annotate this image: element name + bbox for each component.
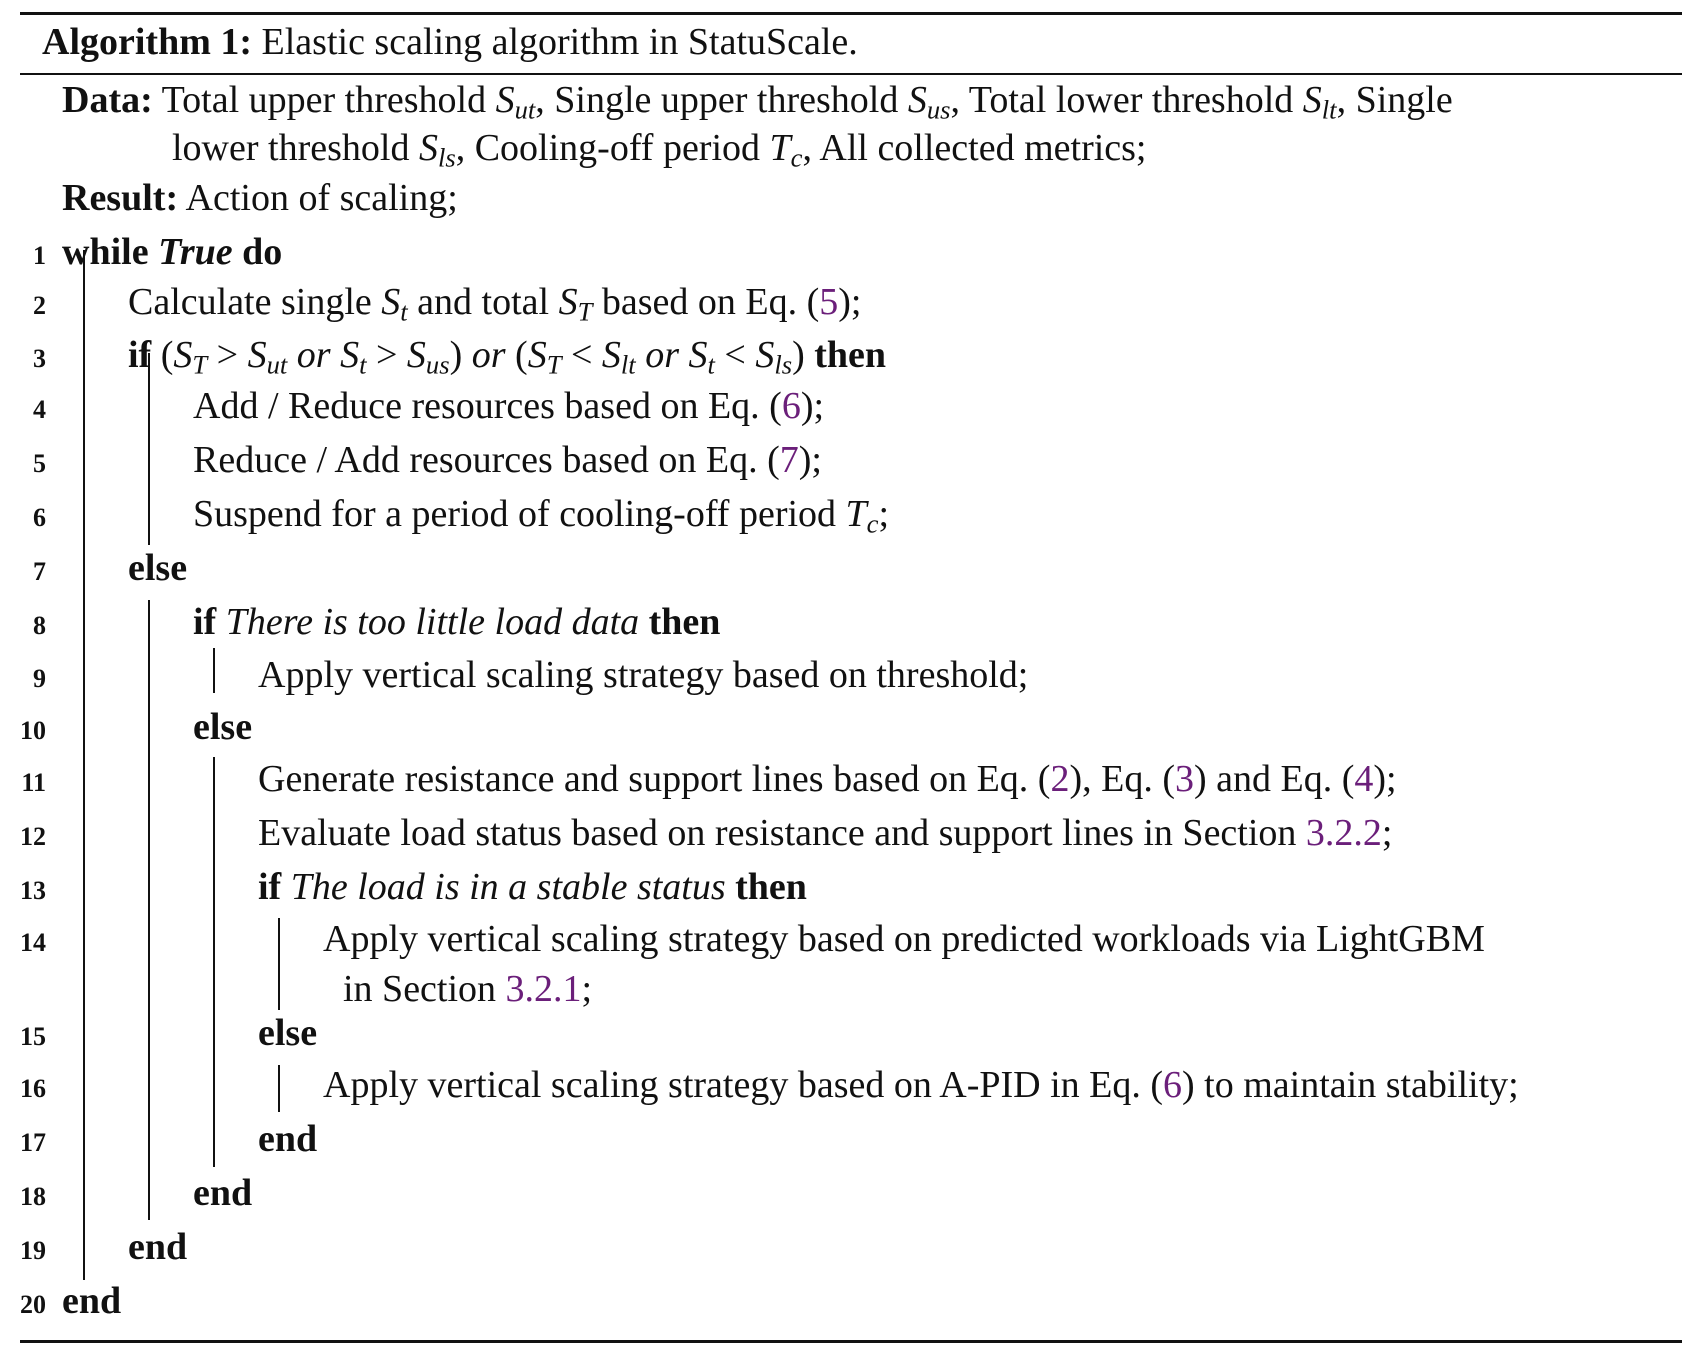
symbol-S: S: [907, 79, 927, 121]
keyword: or: [471, 334, 506, 376]
data-text: , Single upper threshold: [535, 79, 908, 121]
line-text: );: [798, 439, 822, 481]
symbol-S: S: [495, 79, 515, 121]
operator: <: [724, 334, 746, 376]
line-13-if: [258, 863, 807, 911]
line-text: Evaluate load status based on resistance and support lines in Section: [258, 812, 1306, 854]
line-10-else: [193, 703, 252, 751]
line-number: 9: [33, 664, 46, 693]
symbol-S: S: [688, 334, 708, 376]
result-line: [62, 174, 458, 222]
line-5: [193, 436, 822, 484]
data-text: Total upper threshold: [161, 79, 496, 121]
line-18-end: [193, 1169, 252, 1217]
symbol-S: S: [381, 281, 401, 323]
line-14a: [323, 915, 1485, 963]
data-text: lower threshold: [172, 127, 419, 169]
keyword: then: [648, 601, 721, 643]
line-text: in Section: [343, 968, 506, 1010]
subscript: lt: [1321, 94, 1337, 125]
keyword: end: [62, 1280, 122, 1322]
line-text: Apply vertical scaling strategy based on predicted workloads via LightGBM: [323, 918, 1485, 960]
symbol-S: S: [418, 127, 438, 169]
line-3-if: [128, 331, 886, 379]
paren: (: [515, 334, 528, 376]
line-text: ) and Eq. (: [1193, 758, 1355, 800]
bottom-rule: [20, 1340, 1682, 1343]
line-text: Calculate single: [128, 281, 382, 323]
line-number: 4: [33, 395, 46, 424]
subscript: c: [790, 142, 803, 173]
keyword: if: [258, 866, 282, 908]
while-block-bar: [83, 250, 85, 1280]
line-number: 10: [20, 716, 46, 745]
keyword: then: [814, 334, 887, 376]
paren: ): [449, 334, 472, 376]
line-number: 17: [20, 1128, 46, 1157]
line-number: 13: [20, 876, 46, 905]
keyword: then: [735, 866, 807, 908]
line-text: );: [1373, 758, 1397, 800]
subscript: t: [400, 296, 408, 327]
caption-label: Algorithm 1:: [42, 21, 253, 63]
keyword: True: [158, 231, 233, 273]
line-number: 14: [20, 928, 46, 957]
subscript: ls: [437, 142, 456, 173]
line-number: 5: [33, 449, 46, 478]
line-number: 8: [33, 611, 46, 640]
caption-text: Elastic scaling algorithm in StatuScale.: [261, 21, 858, 63]
line-2: [128, 278, 861, 326]
top-rule: [20, 12, 1682, 15]
keyword: else: [258, 1012, 318, 1054]
line-14b: [343, 965, 592, 1013]
keyword: end: [193, 1172, 253, 1214]
subscript: ut: [266, 349, 288, 380]
subscript: c: [866, 508, 879, 539]
algorithm-caption: [42, 18, 858, 66]
line-number: 7: [33, 557, 46, 586]
keyword: else: [128, 547, 188, 589]
line-6: [193, 490, 889, 538]
equation-ref-link[interactable]: 3: [1174, 758, 1194, 800]
symbol-S: S: [340, 334, 360, 376]
keyword: end: [258, 1118, 318, 1160]
section-ref-link[interactable]: 3.2.1: [505, 968, 582, 1010]
line-20-end: [62, 1277, 121, 1325]
line-text: Apply vertical scaling strategy based on A-PID in Eq. (: [323, 1064, 1164, 1106]
keyword: while: [62, 231, 149, 273]
line-text: ;: [1381, 812, 1393, 854]
keyword: or: [296, 334, 331, 376]
line-text: and total: [407, 281, 559, 323]
keyword: do: [242, 231, 283, 273]
line-number: 12: [20, 822, 46, 851]
line-number: 1: [33, 241, 46, 270]
symbol-S: S: [406, 334, 426, 376]
data-line-1: [62, 76, 1453, 124]
line-16: [323, 1061, 1519, 1109]
symbol-S: S: [558, 281, 578, 323]
subscript: t: [707, 349, 715, 380]
section-ref-link[interactable]: 3.2.2: [1305, 812, 1382, 854]
inner-if-block-bar: [213, 648, 215, 693]
subscript: t: [359, 349, 367, 380]
symbol-S: S: [527, 334, 547, 376]
line-text: ) to maintain stability;: [1182, 1064, 1519, 1106]
equation-ref-link[interactable]: 6: [1163, 1064, 1183, 1106]
line-9: [258, 651, 1028, 699]
line-15-else: [258, 1009, 317, 1057]
subscript: lt: [620, 349, 636, 380]
subscript: us: [425, 349, 450, 380]
line-number: 3: [33, 344, 46, 373]
data-text: , All collected metrics;: [802, 127, 1147, 169]
keyword: if: [128, 334, 152, 376]
symbol-T: T: [769, 127, 791, 169]
line-8-if: [193, 598, 720, 646]
line-number: 18: [20, 1182, 46, 1211]
subscript: ut: [514, 94, 536, 125]
paren: ): [792, 334, 805, 376]
paren: (: [160, 334, 174, 376]
line-text: );: [800, 385, 825, 427]
equation-ref-link[interactable]: 6: [781, 385, 801, 427]
line-17-end: [258, 1115, 317, 1163]
operator: <: [570, 334, 593, 376]
subscript: T: [546, 349, 562, 380]
data-text: , Total lower threshold: [950, 79, 1303, 121]
symbol-S: S: [247, 334, 267, 376]
if-block-bar: [148, 353, 150, 545]
data-label: Data:: [62, 79, 153, 121]
condition: The load is in a stable status: [290, 866, 726, 908]
line-number: 16: [20, 1074, 46, 1103]
data-line-2: [172, 124, 1147, 172]
equation-ref-link[interactable]: 2: [1050, 758, 1070, 800]
line-11: [258, 755, 1397, 803]
caption-rule: [20, 73, 1682, 75]
line-text: ), Eq. (: [1069, 758, 1175, 800]
line-number: 6: [33, 503, 46, 532]
line-text: Reduce / Add resources based on Eq. (: [193, 439, 780, 481]
subscript: us: [926, 94, 951, 125]
operator: >: [216, 334, 239, 376]
line-number: 11: [21, 768, 46, 797]
symbol-S: S: [1302, 79, 1322, 121]
keyword: else: [193, 706, 253, 748]
subscript: ls: [774, 349, 793, 380]
else-block-bar: [148, 600, 150, 1220]
line-7-else: [128, 544, 187, 592]
line-text: based on Eq. (: [592, 281, 820, 323]
stable-if-block-bar: [278, 918, 280, 1010]
equation-ref-link[interactable]: 7: [779, 439, 799, 481]
symbol-S: S: [173, 334, 193, 376]
symbol-T: T: [845, 493, 867, 535]
line-text: ;: [878, 493, 890, 535]
subscript: T: [577, 296, 593, 327]
line-number: 15: [20, 1022, 46, 1051]
result-label: Result:: [62, 177, 179, 219]
data-text: , Cooling-off period: [455, 127, 770, 169]
stable-else-block-bar: [278, 1065, 280, 1112]
line-19-end: [128, 1223, 187, 1271]
keyword: if: [193, 601, 217, 643]
line-number: 19: [20, 1236, 46, 1265]
condition: There is too little load data: [225, 601, 640, 643]
equation-ref-link[interactable]: 4: [1354, 758, 1374, 800]
subscript: T: [192, 349, 208, 380]
symbol-S: S: [601, 334, 621, 376]
line-12: [258, 809, 1392, 857]
equation-ref-link[interactable]: 5: [819, 281, 839, 323]
data-text: , Single: [1336, 79, 1453, 121]
line-4: [193, 382, 824, 430]
line-text: Suspend for a period of cooling-off period: [193, 493, 846, 535]
line-text: ;: [581, 968, 593, 1010]
operator: >: [375, 334, 398, 376]
line-number: 2: [33, 291, 46, 320]
line-text: Add / Reduce resources based on Eq. (: [193, 385, 782, 427]
line-text: );: [838, 281, 862, 323]
line-text: Apply vertical scaling strategy based on threshold;: [258, 654, 1029, 696]
result-text: Action of scaling;: [185, 177, 458, 219]
keyword: or: [645, 334, 679, 376]
inner-else-block-bar: [213, 757, 215, 1167]
line-number: 20: [20, 1290, 46, 1319]
line-text: Generate resistance and support lines based on Eq. (: [258, 758, 1051, 800]
keyword: end: [128, 1226, 188, 1268]
symbol-S: S: [755, 334, 775, 376]
line-1-while: [62, 228, 282, 276]
